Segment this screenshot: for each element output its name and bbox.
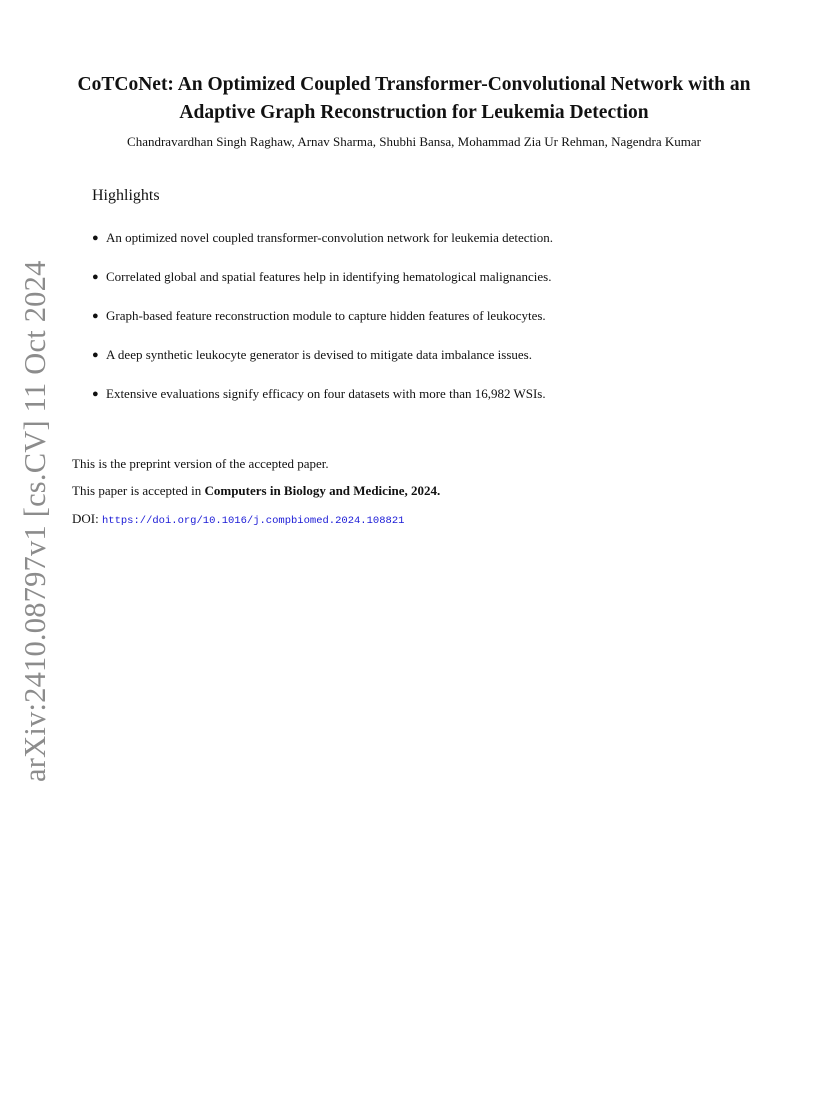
paper-title-line-1: CoTCoNet: An Optimized Coupled Transformer-Convolutional Network with an xyxy=(77,74,751,95)
bullet-icon: ● xyxy=(92,388,99,400)
highlight-text: Correlated global and spatial features help in identifying hematological malignancies. xyxy=(106,269,552,284)
author-list: Chandravardhan Singh Raghaw, Arnav Sharma, Shubhi Bansa, Mohammad Zia Ur Rehman, Nagendra Kumar xyxy=(127,134,701,149)
acceptance-prefix: This paper is accepted in xyxy=(72,483,205,498)
doi-label: DOI: xyxy=(72,511,102,526)
bullet-icon: ● xyxy=(92,349,99,361)
bullet-icon: ● xyxy=(92,271,99,283)
highlight-text: A deep synthetic leukocyte generator is devised to mitigate data imbalance issues. xyxy=(106,347,532,362)
highlights-heading: Highlights xyxy=(92,187,160,204)
preprint-note: This is the preprint version of the accepted paper. xyxy=(72,456,329,471)
doi-link[interactable]: https://doi.org/10.1016/j.compbiomed.2024.108821 xyxy=(101,515,405,527)
highlight-text: Extensive evaluations signify efficacy on four datasets with more than 16,982 WSIs. xyxy=(106,386,546,401)
highlights-list xyxy=(92,229,553,424)
acceptance-note xyxy=(72,482,440,500)
highlight-item xyxy=(92,307,553,346)
highlight-text: An optimized novel coupled transformer-convolution network for leukemia detection. xyxy=(106,230,554,245)
doi-line xyxy=(72,510,404,530)
paper-title-line-2: Adaptive Graph Reconstruction for Leukemia Detection xyxy=(179,102,649,123)
highlight-text: Graph-based feature reconstruction module to capture hidden features of leukocytes. xyxy=(106,308,546,323)
bullet-icon: ● xyxy=(92,232,99,244)
bullet-icon: ● xyxy=(92,310,99,322)
highlight-item xyxy=(92,229,553,268)
arxiv-identifier-stamp: arXiv:2410.08797v1 [cs.CV] 11 Oct 2024 xyxy=(18,260,52,782)
highlight-item xyxy=(92,385,553,424)
highlight-item xyxy=(92,346,553,385)
journal-name: Computers in Biology and Medicine, 2024. xyxy=(204,483,441,498)
highlight-item xyxy=(92,268,553,307)
